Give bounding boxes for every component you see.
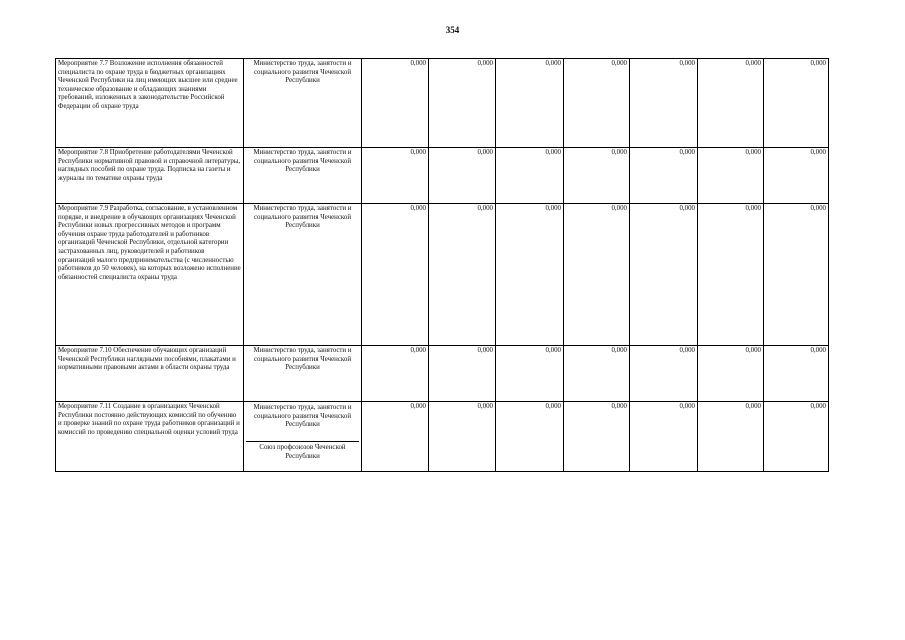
value-cell: 0,000 xyxy=(564,148,630,204)
value-cell: 0,000 xyxy=(429,59,496,148)
value-cell: 0,000 xyxy=(698,402,764,472)
table-row xyxy=(56,148,829,204)
value-cell: 0,000 xyxy=(362,346,429,402)
measures-table xyxy=(55,58,829,472)
value-cell: 0,000 xyxy=(764,59,829,148)
value-cell: 0,000 xyxy=(564,204,630,346)
responsible-organization: Министерство труда, занятости и социального развития Чеченской Республики xyxy=(244,204,362,346)
value-cell: 0,000 xyxy=(698,346,764,402)
table-row xyxy=(56,204,829,346)
table-row xyxy=(56,59,829,148)
responsible-organization: Министерство труда, занятости и социального развития Чеченской Республики xyxy=(244,346,362,402)
value-cell: 0,000 xyxy=(496,204,564,346)
value-cell: 0,000 xyxy=(764,346,829,402)
value-cell: 0,000 xyxy=(698,148,764,204)
responsible-organization: Министерство труда, занятости и социального развития Чеченской Республики xyxy=(246,403,359,442)
value-cell: 0,000 xyxy=(496,402,564,472)
measure-description: Мероприятие 7.9 Разработка, согласование, в установленном порядке, и внедрение в обучающих организациях Чеченской Республики новых прогрессивных методов и программ обучения охране труда работодателей и работников организаций Чеченской Республики, отдельной категории застрахованных лиц, руководителей и работников организаций малого предпринимательства (с численностью работников до 50 человек), на которых возложено исполнение обязанностей специалиста охраны труда xyxy=(56,204,244,346)
table-row xyxy=(56,402,829,472)
measure-description: Мероприятие 7.8 Приобретение работодателями Чеченской Республики нормативной правовой и справочной литературы, наглядных пособий по охране труда. Подписка на газеты и журналы по тематике охраны труда xyxy=(56,148,244,204)
value-cell: 0,000 xyxy=(764,148,829,204)
value-cell: 0,000 xyxy=(429,402,496,472)
value-cell: 0,000 xyxy=(362,402,429,472)
secondary-organization: Союз профсоюзов Чеченской Республики xyxy=(259,444,346,460)
table-row xyxy=(56,346,829,402)
value-cell: 0,000 xyxy=(630,204,698,346)
value-cell: 0,000 xyxy=(630,402,698,472)
value-cell: 0,000 xyxy=(630,59,698,148)
value-cell: 0,000 xyxy=(564,402,630,472)
measure-description: Мероприятие 7.10 Обеспечение обучающих организаций Чеченской Республики наглядными пособиями, плакатами и нормативными правовыми актами в области охраны труда xyxy=(56,346,244,402)
value-cell: 0,000 xyxy=(764,204,829,346)
value-cell: 0,000 xyxy=(362,148,429,204)
value-cell: 0,000 xyxy=(429,148,496,204)
value-cell: 0,000 xyxy=(429,204,496,346)
value-cell: 0,000 xyxy=(362,59,429,148)
value-cell: 0,000 xyxy=(630,346,698,402)
value-cell: 0,000 xyxy=(429,346,496,402)
value-cell: 0,000 xyxy=(362,204,429,346)
value-cell: 0,000 xyxy=(564,59,630,148)
value-cell: 0,000 xyxy=(496,148,564,204)
value-cell: 0,000 xyxy=(698,59,764,148)
value-cell: 0,000 xyxy=(496,59,564,148)
value-cell: 0,000 xyxy=(698,204,764,346)
page-number: 354 xyxy=(445,25,460,35)
responsible-organization: Министерство труда, занятости и социального развития Чеченской Республики xyxy=(244,59,362,148)
value-cell: 0,000 xyxy=(630,148,698,204)
value-cell: 0,000 xyxy=(564,346,630,402)
responsible-organization: Министерство труда, занятости и социального развития Чеченской Республики xyxy=(244,148,362,204)
value-cell: 0,000 xyxy=(496,346,564,402)
value-cell: 0,000 xyxy=(764,402,829,472)
measure-description: Мероприятие 7.7 Возложение исполнения обязанностей специалиста по охране труда в бюджетных организациях Чеченской Республики на лиц имеющих высшее или среднее техническое образование и обладающих знаниями требований, изложенных в законодательстве Российской Федерации об охране труда xyxy=(56,59,244,148)
responsible-organizations xyxy=(244,402,362,472)
measure-description: Мероприятие 7.11 Создание в организациях Чеченской Республики постоянно действующих комиссий по обучению и проверке знаний по охране труда работников организаций и комиссий по проведению специальной оценки условий труда xyxy=(56,402,244,472)
